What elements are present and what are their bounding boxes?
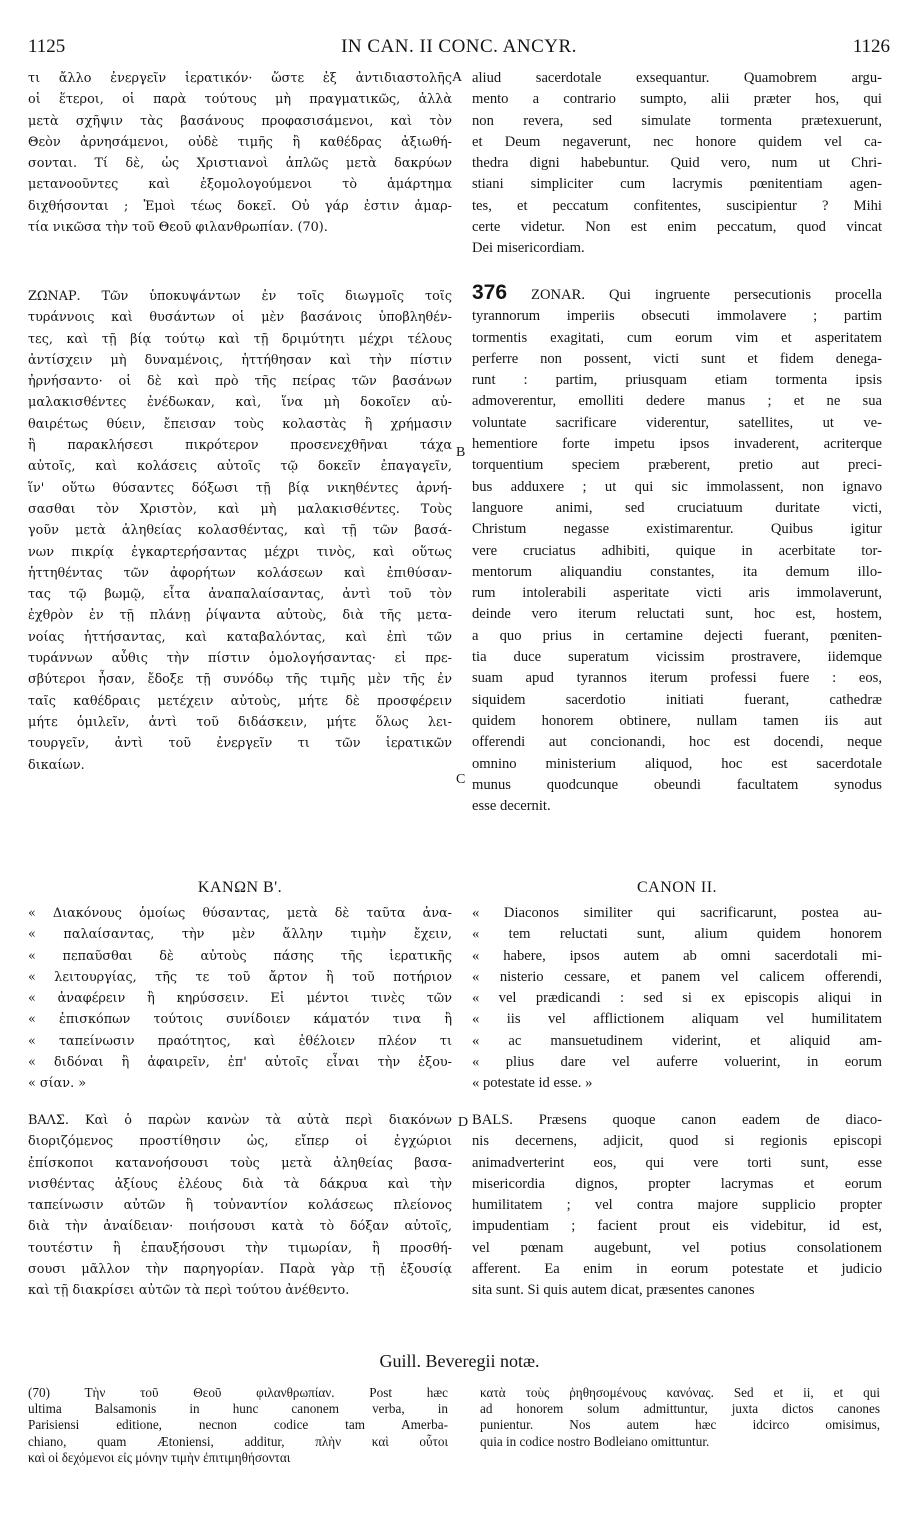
canon-latin-line: « tem reluctati sunt, alium quidem honorem [472,926,882,943]
balsamon-latin-line: misericordia dignos, propter lacrymas et eorum [472,1175,882,1192]
balsamon-greek-line: διὰ τὴν ἀναίδειαν· ποιήσουσι κατὰ τὸ δόξαν αὐτοῖς, [28,1219,452,1235]
zonaras-greek-line: ἢ παρακλήσεσι πικρότερον προσενεχθῆναι τάχα [28,438,452,454]
zonaras-latin-line: bus adduxere ; ut qui sic immolassent, non ignavo [472,478,882,495]
notes-right-line: quia in codice nostro Bodleiano omittuntur. [480,1433,710,1449]
notes-right-column [480,1385,880,1450]
page-number-left: 1125 [28,36,66,57]
canon-greek-line: « ἐπισκόπων τούτοις συνίδοιεν κάματόν τινα ἢ [28,1012,452,1028]
canon-latin-line: « iis vel afflictionem aliquam vel humilitatem [472,1011,882,1028]
zonaras-greek-line: ἡττηθέντας τῶν ἀφορήτων κολάσεων καὶ ἐπιθύσαν- [28,565,452,581]
balsamon-greek-line: ΒΑΛΣ. Καὶ ὁ παρὼν κανὼν τὰ αὐτὰ περὶ διακόνων [28,1113,452,1128]
canon-greek-line: « παλαίσαντας, τὴν μὲν ἄλλην τιμὴν ἔχειν, [28,927,452,943]
greek-top-line: τία νικῶσα τὴν τοῦ Θεοῦ φιλανθρωπίαν. (70). [28,220,328,236]
zonaras-latin-line: hementiore forte impetu ipsos invaderent, acriterque [472,436,882,453]
zonaras-greek-line: τουργεῖν, ἀντὶ τοῦ ἐνεργεῖν τι τῶν ἱερατικῶν [28,736,452,752]
zonaras-latin-line: suam apud tyrannos iterum professi fuere : eos, [472,670,882,687]
latin-top-line: non revera, sed simulate tormenta prætexuerunt, [472,112,882,129]
zonaras-greek-line: σασθαι τὸν Χριστὸν, καὶ μὴ μαλακισθέντες. Τοὺς [28,501,452,517]
balsamon-latin-line: vel pœnam augebunt, vel potius consolationem [472,1239,882,1256]
balsamon-greek-line: τουτέστιν ἢ ἐπαυξήσουσι τὴν τιμωρίαν, ἢ προσθή- [28,1240,452,1256]
canon-greek-line: « λειτουργίας, τῆς τε τοῦ ἄρτον ἢ τοῦ ποτήριον [28,969,452,985]
latin-top-line: stiani simpliciter cum lacrymis pœnitentiam agen- [472,176,882,193]
zonaras-latin-line: voluntate sacrificare viderentur, satellites, ut ve- [472,414,882,431]
canon-latin-heading: CANON II. [636,879,718,896]
balsamon-greek-line: καὶ τῇ διακρίσει αὐτῶν τὰ περὶ τούτου ἀνέθεντο. [28,1283,350,1299]
canon-latin-line: « vel prædicandi : sed si ex episcopis aliqui in [472,990,882,1007]
greek-top-line: Θεὸν ἀρνησάμενοι, οὐδὲ τιμῆς ἢ καθέδρας ἀξιωθή- [28,134,452,150]
canon-latin-line: « plius dare vel auferre voluerint, in eorum [472,1054,882,1071]
canon-greek-text [28,903,452,1095]
notes-left-line: (70) Τὴν τοῦ Θεοῦ φιλανθρωπίαν. Post hæc [28,1385,448,1400]
margin-letter-d: D [458,1115,469,1130]
zonaras-latin-line: munus quodcunque obeundi facultatem synodus [472,776,882,793]
canon-greek-lines [28,903,452,1095]
latin-top-paragraph [472,68,882,260]
balsamon-greek-commentary [28,1110,452,1302]
canon-greek-line: « πεπαῦσθαι δὲ αὐτοὺς πάσης τῆς ἱερατικῆς [28,948,452,964]
zonaras-greek-line: σβύτεροι ἦσαν, ἔδοξε τῇ συνόδῳ τῆς τιμῆς μὲν τῆς ἐν [28,672,452,688]
notes-right-line: ad honorem solum admittuntur, juxta dictos canones [480,1401,880,1417]
zonaras-latin-line: tyrannorum imperiis obsecuti immolavere ; partim [472,308,882,325]
zonaras-greek-line: θαιρέτως θύειν, ἔπεισαν τοὺς κολαστὰς ἢ χρήμασιν [28,416,452,432]
zonaras-greek-lines [28,286,452,776]
latin-top-line: aliud sacerdotale exsequantur. Quamobrem argu- [472,70,882,86]
notes-right-line: κατὰ τοὺς ῥηθησομένους κανόνας. Sed et ii, et qui [480,1385,880,1400]
zonaras-latin-line: siquidem sacerdotio initiati fuerant, cathedræ [472,691,882,708]
greek-top-line: οἱ ἕτεροι, οἱ παρὰ τούτους μὴ πραγματικῶς, ἀλλὰ [28,92,452,108]
greek-top-paragraph [28,68,452,238]
greek-top-line: τι ἄλλο ἐνεργεῖν ἱερατικόν· ὥστε ἐξ ἀντιδιαστολῆς [28,71,452,86]
zonaras-greek-line: ΖΩΝΑΡ. Τῶν ὑποκυψάντων ἐν τοῖς διωγμοῖς τοῖς [28,289,452,304]
latin-top-line: Dei misericordiam. [472,240,585,257]
canon-latin-line: « nisterio cessare, et panem vel calicem offerendi, [472,968,882,985]
balsamon-latin-line: impudentiam ; facient prout eis videbitur, id est, [472,1218,882,1235]
canon-greek-line: « ταπείνωσιν πραότητος, καὶ ἐθέλοιεν πλέον τι [28,1033,452,1049]
notes-left-line: καὶ οἱ δεχόμενοι εἰς μόνην τιμὴν ἐπιτιμηθήσονται [28,1449,291,1465]
zonaras-latin-line: deinde vero iterum reluctati sunt, hoc est, hostem, [472,606,882,623]
balsamon-latin-line: humilitatem ; vel contra majore supplicio propter [472,1197,882,1214]
balsamon-latin-lines [472,1110,882,1302]
balsamon-greek-line: ἐπίσκοποι κατανοήσουσι τοὺς μετὰ ἀληθείας βασα- [28,1155,452,1171]
zonaras-greek-line: δικαίων. [28,757,85,773]
canon-greek-line: « ἀναφέρειν ἢ κηρύσσειν. Εἰ μέντοι τινὲς τῶν [28,991,452,1007]
balsamon-latin-commentary [472,1110,882,1302]
latin-top-line: mento a contrario sumpto, alii præter hos, qui [472,91,882,108]
zonaras-latin-lines [472,282,882,817]
zonaras-greek-line: γοῦν μετὰ ἀληθείας κολασθέντας, καὶ τῇ τῶν βασά- [28,523,452,539]
latin-top-line: thedra digni habebuntur. Quid vero, num ut Chri- [472,155,882,172]
page-header [28,36,890,58]
zonaras-latin-line: admoverentur, emolliti dedere manus ; et ne sua [472,393,882,410]
canon-latin-line: « Diaconos similiter qui sacrificarunt, postea au- [472,905,882,921]
notes-title: Guill. Beveregii notæ. [379,1351,540,1371]
margin-letter-c: C [456,772,466,787]
greek-top-line: μετανοοῦντες καὶ ἐξομολογούμενοι τὸ ἁμάρτημα [28,177,452,193]
running-title: IN CAN. II CONC. ANCYR. [341,36,577,57]
zonaras-greek-line: ταῖς καθέδραις μετέχειν αὐτοὺς, μήτε δὲ προσφέρειν [28,693,452,709]
balsamon-latin-line: nis decernens, adjicit, quod si regionis episcopi [472,1133,882,1150]
zonaras-latin-line: tormentis exagitati, cum eorum vim et asperitatem [472,329,882,346]
zonaras-latin-line: runt : partim, priusquam etiam tormenta ipsis [472,372,882,389]
greek-top-line: διχθήσονται ; Ἐμοὶ τέως δοκεῖ. Οὐ γάρ ἐστιν ἁμαρ- [28,198,452,214]
zonaras-latin-line: quidem honorem obtinere, nullam tamen iis aut [472,712,882,729]
zonaras-greek-line: τυράννοις καὶ θυσάντων οἱ μὲν βασάνοις ὑποβληθέν- [28,310,452,326]
margin-letter-b: B [456,445,466,460]
notes-left-line: Parisiensi editione, necnon codice tam Amerba- [28,1417,448,1433]
latin-top-line: et Deum negaverunt, nec honore quidem vel ca- [472,133,882,150]
canon-latin-lines [472,903,882,1095]
balsamon-latin-line: sita sunt. Si quis autem dicat, præsentes canones [472,1282,755,1299]
balsamon-greek-lines [28,1110,452,1302]
notes-right-line: punientur. Nos autem hæc idcirco omisimus, [480,1417,880,1433]
zonaras-greek-line: νων πικρίᾳ ἐγκαρτερήσαντας μέχρι τινὸς, καὶ οὕτως [28,544,452,560]
latin-top-lines [472,68,882,260]
zonaras-greek-line: μήτε ὁμιλεῖν, ἀντὶ τοῦ διδάσκειν, μήτε ὅλως λει- [28,714,452,730]
balsamon-latin-line: animadverterint eos, qui vere torti sunt, esse [472,1154,882,1171]
latin-top-line: certe videtur. Non est enim peccatum, quod vincat [472,219,882,236]
canon-latin-line: « ac mansuetudinem viderint, et aliquid am- [472,1032,882,1049]
zonaras-greek-line: νοίας ἡττήσαντας, καὶ καταβαλόντας, καὶ ἐπὶ τῶν [28,629,452,645]
zonaras-greek-commentary [28,286,452,776]
zonaras-greek-line: τας τῷ βωμῷ, εἶτα ἀναπαλαίσαντας, ἀντὶ τοῦ τὸν [28,587,452,603]
zonaras-latin-line: vere cruciatus adhibiti, quique in acerbitate tor- [472,542,882,559]
zonaras-latin-line: esse decernit. [472,798,551,815]
balsamon-greek-line: διοριζόμενος προστίθησιν ὡς, εἴπερ οἱ ἐγχώριοι [28,1134,452,1150]
zonaras-latin-line: perferre non possent, victi sunt et fidem denega- [472,350,882,367]
greek-top-line: μετὰ σχῆψιν τὰς βασάνους προφασισάμενοι, καὶ τὸν [28,113,452,129]
canon-greek-line: « Διακόνους ὁμοίως θύσαντας, μετὰ δὲ ταῦτα ἀνα- [28,906,452,921]
margin-letter-a: A [452,70,463,85]
page-number-right: 1126 [852,36,890,57]
zonaras-greek-line: αὐτοῖς, καὶ κολάσεις αὐτοῖς τῷ δοκεῖν ἐπαγαγεῖν, [28,459,452,475]
zonaras-latin-line: omnino ministerium aliquod, hoc est sacerdotale [472,755,882,772]
balsamon-greek-line: σουσι μᾶλλον τὴν παρηγορίαν. Παρὰ γὰρ τῇ ἐξουσίᾳ [28,1262,452,1278]
canon-greek-heading: ΚΑΝΩΝ Β'. [197,879,283,896]
notes-left-line: ultima Balsamonis in hunc canonem verba, in [28,1401,448,1417]
zonaras-latin-first-text: ZONAR. Qui ingruente persecutionis procella [507,287,882,303]
canon-greek-line: « διδόναι ἢ ἀφαιρεῖν, ἐπ' αὐτοῖς εἶναι τὴν ἐξου- [28,1055,452,1071]
balsamon-greek-line: νισθέντας ἀξίους ἐλέους διὰ τὰ δάκρυα καὶ τὴν [28,1176,452,1192]
zonaras-latin-commentary [472,282,882,817]
zonaras-latin-line: tia duce superatum vicissim prostravere, iidemque [472,649,882,666]
canon-latin-text [472,903,882,1095]
zonaras-latin-line: languore animi, sed cruciatuum duritate victi, [472,499,882,516]
zonaras-greek-line: ἐχθρὸν ἐν τῇ πλάνῃ ῥίψαντα αὐτοὺς, διὰ τῆς μετα- [28,608,452,624]
greek-top-line: σονται. Τί δὲ, ὡς Χριστιανοὶ ἁπλῶς μετὰ δακρύων [28,156,452,172]
zonaras-latin-line: torquentium speciem præberent, pretio aut preci- [472,457,882,474]
canon-latin-line: « habere, ipsos autem ab omni sacerdotali mi- [472,947,882,964]
canon-latin-line: « potestate id esse. » [472,1075,593,1092]
zonaras-latin-line: rum intolerabili asperitate victi aris immolaverunt, [472,585,882,602]
notes-left-column [28,1385,448,1466]
zonaras-latin-line: offerendi aut concionandi, hoc est docendi, neque [472,734,882,751]
balsamon-latin-line: BALS. Præsens quoque canon eadem de diaco- [472,1112,882,1128]
greek-top-lines [28,68,452,238]
zonaras-greek-line: τυράννων αὖθις τὴν πίστιν ὁμολογήσαντας· εἰ πρε- [28,651,452,667]
balsamon-greek-line: ταπείνωσιν αὐτῶν ἢ τοὐναντίον κολάσεως πλείονος [28,1198,452,1214]
zonaras-greek-line: τες, καὶ τῇ βίᾳ τούτῳ καὶ τῇ δριμύτητι μέχρι τέλους [28,331,452,347]
zonaras-latin-line: a quo prius in certamine dejecti fuerant, pœniten- [472,627,882,644]
zonaras-greek-line: μαλακισθέντες ἐνέδωκαν, καὶ, ἵνα μὴ δοκοῖεν αὐ- [28,395,452,411]
zonaras-latin-line [472,282,882,306]
page-number-marker: 376 [472,282,508,304]
zonaras-greek-line: ἀντίσχειν μὴ δυναμένοις, ἡττήθησαν καὶ τὴν πίστιν [28,352,452,368]
zonaras-greek-line: ἵν' οὕτω θύσαντες δόξωσι τῇ βίᾳ νικηθέντες ἀρνή- [28,480,452,496]
balsamon-latin-line: afferent. Ea enim in eorum potestate et judicio [472,1261,882,1278]
zonaras-greek-line: ἠρνήσαντο· οἱ δὲ καὶ πρὸ τῆς πείρας τῶν βασάνων [28,374,452,390]
notes-left-line: chiano, quam Ætoniensi, additur, πλὴν καὶ οὗτοι [28,1433,448,1449]
zonaras-latin-line: Christum negasse existimarentur. Quibus igitur [472,521,882,538]
latin-top-line: tes, et peccatum confitentes, suscipientur ? Mihi [472,197,882,214]
canon-greek-line: « σίαν. » [28,1076,87,1092]
zonaras-latin-line: mentorum aliquandiu constantes, ita demum illo- [472,563,882,580]
